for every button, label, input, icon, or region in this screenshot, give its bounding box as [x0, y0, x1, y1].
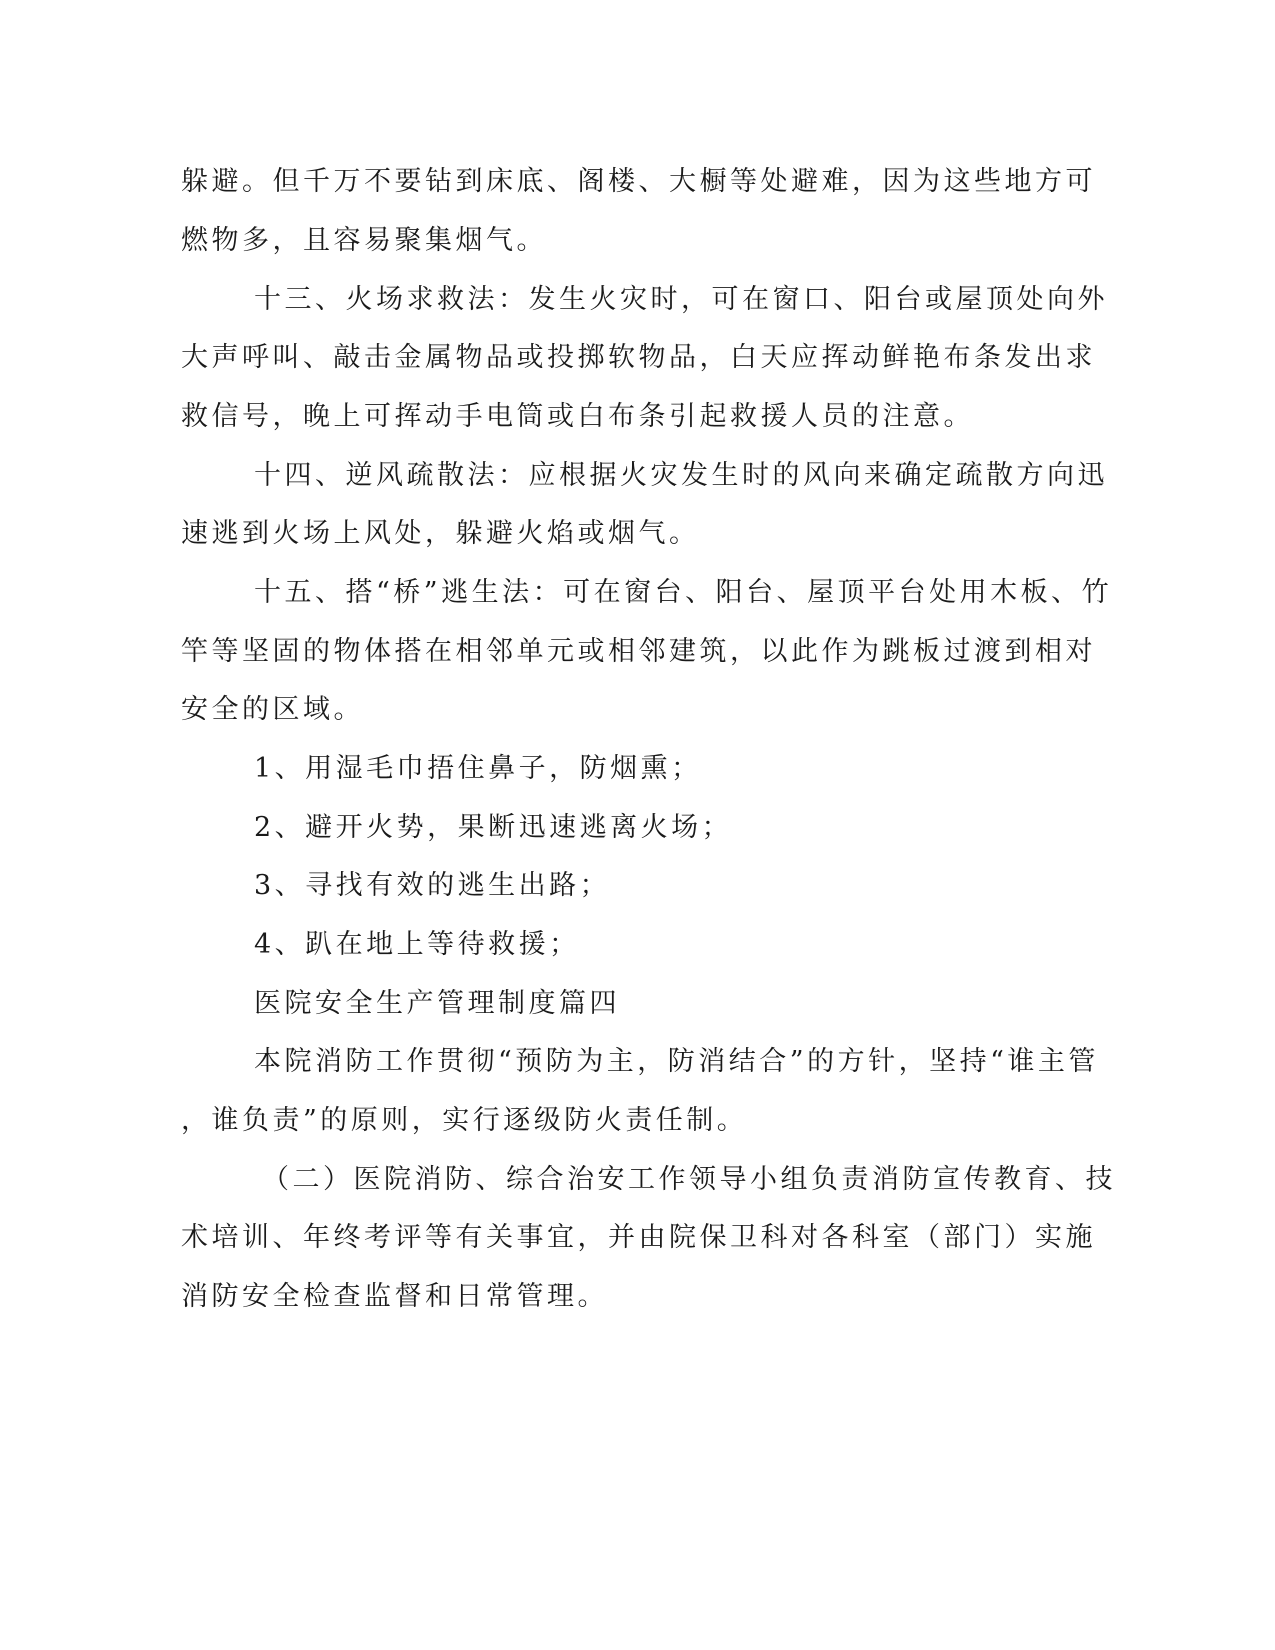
text-line-4: 大声呼叫、敲击金属物品或投掷软物品，白天应挥动鲜艳布条发出求	[181, 342, 1096, 373]
text-line-17: ，谁负责”的原则，实行逐级防火责任制。	[181, 1105, 748, 1136]
list-item-2: 2、避开火势，果断迅速逃离火场；	[254, 812, 733, 843]
text-line-10: 安全的区域。	[181, 694, 364, 725]
subsection-2-line: （二）医院消防、综合治安工作领导小组负责消防宣传教育、技	[262, 1164, 1116, 1195]
text-line-20: 消防安全检查监督和日常管理。	[181, 1281, 608, 1312]
text-line-5: 救信号，晚上可挥动手电筒或白布条引起救援人员的注意。	[181, 401, 974, 432]
text-line-2: 燃物多，且容易聚集烟气。	[181, 225, 547, 256]
text-line-7: 速逃到火场上风处，躲避火焰或烟气。	[181, 518, 700, 549]
text-line-16: 本院消防工作贯彻“预防为主，防消结合”的方针，坚持“谁主管	[254, 1046, 1099, 1077]
text-line-19: 术培训、年终考评等有关事宜，并由院保卫科对各科室（部门）实施	[181, 1222, 1096, 1253]
paragraph-15-heading-line: 十五、搭“桥”逃生法：可在窗台、阳台、屋顶平台处用木板、竹	[254, 577, 1113, 608]
paragraph-13-heading-line: 十三、火场求救法：发生火灾时，可在窗口、阳台或屋顶处向外	[254, 284, 1108, 315]
paragraph-14-heading-line: 十四、逆风疏散法：应根据火灾发生时的风向来确定疏散方向迅	[254, 460, 1108, 491]
section-title: 医院安全生产管理制度篇四	[254, 988, 620, 1019]
list-item-1: 1、用湿毛巾捂住鼻子，防烟熏；	[254, 753, 702, 784]
list-item-3: 3、寻找有效的逃生出路；	[254, 870, 611, 901]
text-line-9: 竿等坚固的物体搭在相邻单元或相邻建筑，以此作为跳板过渡到相对	[181, 636, 1096, 667]
text-line-1: 躲避。但千万不要钻到床底、阁楼、大橱等处避难，因为这些地方可	[181, 166, 1096, 197]
list-item-4: 4、趴在地上等待救援；	[254, 929, 580, 960]
